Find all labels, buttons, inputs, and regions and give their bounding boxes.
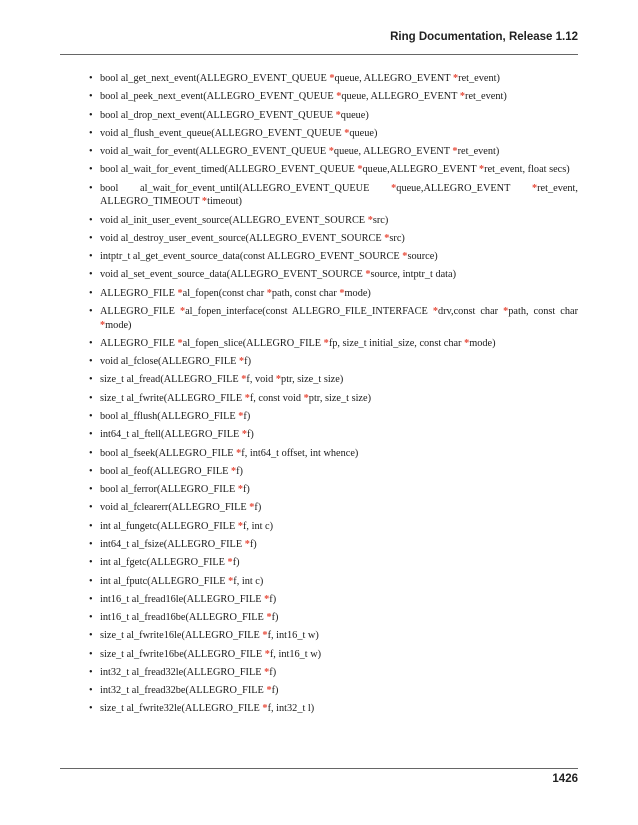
pointer-star: *: [266, 612, 272, 624]
list-item: [60, 428, 578, 442]
pointer-star: *: [262, 703, 268, 715]
list-item: [60, 72, 578, 86]
signature-text: int16_t al_fread16le(ALLEGRO_FILE: [100, 593, 265, 605]
signature-text: f, int64_t offset, int whence): [241, 447, 359, 459]
pointer-star: *: [384, 232, 390, 244]
pointer-star: *: [402, 251, 408, 263]
signature-text: void al_init_user_event_source(ALLEGRO_EVENT_SOURCE: [100, 214, 368, 226]
signature-text: f): [244, 356, 251, 368]
pointer-star: *: [464, 337, 470, 349]
list-item: [60, 305, 578, 332]
pointer-star: *: [479, 164, 485, 176]
list-item: [60, 465, 578, 479]
list-item: [60, 648, 578, 662]
list-item: [60, 232, 578, 246]
signature-text: bool al_fflush(ALLEGRO_FILE: [100, 410, 239, 422]
signature-text: ALLEGRO_FILE: [100, 337, 178, 349]
signature-text: int al_fputc(ALLEGRO_FILE: [100, 575, 229, 587]
list-item: [60, 483, 578, 497]
pointer-star: *: [177, 287, 183, 299]
pointer-star: *: [432, 305, 438, 317]
signature-text: int16_t al_fread16be(ALLEGRO_FILE: [100, 612, 267, 624]
signature-text: bool al_drop_next_event(ALLEGRO_EVENT_QUEUE: [100, 109, 336, 121]
signature-text: int64_t al_fsize(ALLEGRO_FILE: [100, 538, 245, 550]
signature-text: ptr, size_t size): [308, 392, 372, 404]
signature-text: bool al_wait_for_event_timed(ALLEGRO_EVENT_QUEUE: [100, 164, 358, 176]
header-title: Ring Documentation, Release 1.12: [390, 31, 578, 43]
pointer-star: *: [264, 666, 270, 678]
pointer-star: *: [531, 182, 538, 194]
signature-text: al_fopen_slice(ALLEGRO_FILE: [182, 337, 324, 349]
list-item: [60, 214, 578, 228]
signature-text: f, int c): [243, 520, 274, 532]
pointer-star: *: [344, 127, 350, 139]
signature-text: ret_event, ALLEGRO_TIMEOUT: [100, 182, 578, 208]
signature-text: al_fopen(const char: [182, 287, 267, 299]
signature-text: ALLEGRO_FILE: [100, 287, 178, 299]
pointer-star: *: [336, 91, 342, 103]
list-item: [60, 447, 578, 461]
list-item: [60, 629, 578, 643]
signature-text: int32_t al_fread32be(ALLEGRO_FILE: [100, 685, 267, 697]
signature-text: f): [243, 410, 251, 422]
list-item: [60, 702, 578, 716]
page-number: 1426: [552, 773, 578, 785]
page-footer: [60, 768, 578, 785]
signature-text: queue,ALLEGRO_EVENT: [362, 164, 480, 176]
signature-text: ret_event): [458, 73, 500, 84]
pointer-star: *: [237, 484, 243, 496]
list-item: [60, 520, 578, 534]
signature-text: f, int16_t w): [267, 630, 319, 642]
signature-text: int al_fungetc(ALLEGRO_FILE: [100, 520, 238, 532]
signature-text: size_t al_fwrite16le(ALLEGRO_FILE: [100, 630, 263, 642]
signature-text: f): [269, 666, 277, 678]
signature-text: queue,ALLEGRO_EVENT: [396, 182, 532, 194]
signature-text: void al_wait_for_event(ALLEGRO_EVENT_QUEUE: [100, 146, 329, 158]
list-item: [60, 127, 578, 141]
pointer-star: *: [237, 520, 243, 532]
signature-text: bool al_ferror(ALLEGRO_FILE: [100, 484, 238, 496]
signature-text: f): [254, 502, 262, 514]
pointer-star: *: [201, 196, 208, 208]
pointer-star: *: [238, 356, 245, 368]
signature-text: ret_event, float secs): [484, 164, 570, 176]
pointer-star: *: [266, 685, 272, 697]
page-content: [60, 72, 578, 721]
signature-text: f, void: [246, 374, 276, 386]
signature-text: ALLEGRO_FILE: [100, 305, 180, 317]
list-item: [60, 355, 578, 369]
list-item: [60, 250, 578, 264]
list-item: [60, 90, 578, 104]
list-item: [60, 556, 578, 570]
signature-text: size_t al_fwrite32le(ALLEGRO_FILE: [100, 703, 263, 715]
signature-text: src): [372, 214, 389, 226]
pointer-star: *: [503, 305, 509, 317]
signature-text: bool al_fseek(ALLEGRO_FILE: [100, 447, 237, 459]
list-item: [60, 611, 578, 625]
signature-text: f, int32_t l): [267, 703, 315, 715]
signature-text: drv,const char: [437, 305, 504, 317]
signature-text: f, int16_t w): [269, 648, 322, 660]
pointer-star: *: [335, 109, 341, 121]
list-item: [60, 109, 578, 123]
list-item: [60, 538, 578, 552]
pointer-star: *: [357, 164, 363, 176]
signature-text: size_t al_fwrite16be(ALLEGRO_FILE: [100, 648, 265, 660]
signature-text: f, int c): [233, 575, 264, 587]
signature-text: f, const void: [249, 392, 304, 404]
pointer-star: *: [339, 287, 345, 299]
pointer-star: *: [264, 593, 270, 605]
signature-text: mode): [105, 319, 132, 331]
pointer-star: *: [238, 410, 244, 422]
signature-text: void al_destroy_user_event_source(ALLEGRO_EVENT_SOURCE: [100, 232, 385, 244]
signature-text: int al_fgetc(ALLEGRO_FILE: [100, 557, 228, 569]
pointer-star: *: [179, 305, 186, 317]
signature-text: queue, ALLEGRO_EVENT: [341, 91, 460, 103]
pointer-star: *: [303, 392, 309, 404]
signature-text: bool al_peek_next_event(ALLEGRO_EVENT_QUEUE: [100, 91, 337, 103]
pointer-star: *: [230, 465, 237, 477]
list-item: [60, 337, 578, 351]
pointer-star: *: [177, 337, 183, 349]
signature-text: fp, size_t initial_size, const char: [328, 337, 465, 349]
list-item: [60, 666, 578, 680]
signature-text: void al_set_event_source_data(ALLEGRO_EVENT_SOURCE: [100, 269, 366, 281]
signature-text: source, intptr_t data): [370, 269, 457, 281]
signature-text: intptr_t al_get_event_source_data(const ALLEGRO_EVENT_SOURCE: [100, 251, 403, 263]
pointer-star: *: [241, 374, 247, 386]
pointer-star: *: [328, 146, 334, 158]
pointer-star: *: [227, 557, 233, 569]
pointer-star: *: [228, 575, 234, 587]
list-item: [60, 145, 578, 159]
pointer-star: *: [262, 630, 268, 642]
pointer-star: *: [244, 538, 250, 550]
signature-text: source): [407, 251, 438, 263]
pointer-star: *: [329, 73, 335, 84]
signature-text: size_t al_fwrite(ALLEGRO_FILE: [100, 392, 245, 404]
signature-text: queue, ALLEGRO_EVENT: [334, 73, 453, 84]
signature-text: f): [236, 465, 243, 477]
list-item: [60, 287, 578, 301]
signature-text: f): [242, 484, 250, 496]
pointer-star: *: [100, 319, 106, 331]
pointer-star: *: [236, 447, 242, 459]
list-item: [60, 593, 578, 607]
list-item: [60, 684, 578, 698]
pointer-star: *: [323, 337, 329, 349]
list-item: [60, 373, 578, 387]
list-item: [60, 268, 578, 282]
signature-text: src): [389, 232, 405, 244]
pointer-star: *: [264, 648, 270, 660]
signature-text: void al_flush_event_queue(ALLEGRO_EVENT_QUEUE: [100, 127, 345, 139]
signature-text: queue, ALLEGRO_EVENT: [333, 146, 453, 158]
signature-text: f): [269, 593, 277, 605]
pointer-star: *: [367, 214, 373, 226]
signature-text: al_fopen_interface(const ALLEGRO_FILE_INTERFACE: [185, 305, 433, 317]
signature-text: bool al_wait_for_event_until(ALLEGRO_EVENT_QUEUE: [100, 182, 392, 194]
pointer-star: *: [452, 146, 458, 158]
signature-text: bool al_feof(ALLEGRO_FILE: [100, 465, 231, 477]
signature-text: timeout): [207, 196, 242, 208]
signature-text: void al_fclose(ALLEGRO_FILE: [100, 356, 239, 368]
list-item: [60, 182, 578, 209]
signature-text: f): [249, 538, 257, 550]
signature-text: queue): [349, 127, 378, 139]
pointer-star: *: [365, 269, 371, 281]
list-item: [60, 410, 578, 424]
pointer-star: *: [241, 429, 247, 441]
pointer-star: *: [266, 287, 272, 299]
signature-text: void al_fclearerr(ALLEGRO_FILE: [100, 502, 250, 514]
list-item: [60, 392, 578, 406]
list-item: [60, 501, 578, 515]
function-list: [60, 72, 578, 716]
pointer-star: *: [459, 91, 466, 103]
pointer-star: *: [275, 374, 282, 386]
signature-text: int64_t al_ftell(ALLEGRO_FILE: [100, 429, 242, 441]
list-item: [60, 575, 578, 589]
signature-text: f): [247, 429, 254, 441]
pointer-star: *: [391, 182, 397, 194]
signature-text: queue): [340, 109, 369, 121]
page-header: [60, 30, 578, 55]
signature-text: mode): [344, 287, 371, 299]
signature-text: ret_event): [465, 91, 507, 103]
pointer-star: *: [244, 392, 250, 404]
list-item: [60, 163, 578, 177]
signature-text: path, const char: [508, 305, 578, 317]
signature-text: f): [232, 557, 240, 569]
signature-text: path, const char: [271, 287, 340, 299]
pointer-star: *: [249, 502, 255, 514]
signature-text: bool al_get_next_event(ALLEGRO_EVENT_QUEUE: [100, 73, 330, 84]
signature-text: ret_event): [457, 146, 500, 158]
signature-text: mode): [469, 337, 496, 349]
signature-text: ptr, size_t size): [281, 374, 344, 386]
signature-text: size_t al_fread(ALLEGRO_FILE: [100, 374, 242, 386]
signature-text: f): [271, 685, 279, 697]
pointer-star: *: [453, 73, 459, 84]
signature-text: int32_t al_fread32le(ALLEGRO_FILE: [100, 666, 265, 678]
signature-text: f): [271, 612, 279, 624]
